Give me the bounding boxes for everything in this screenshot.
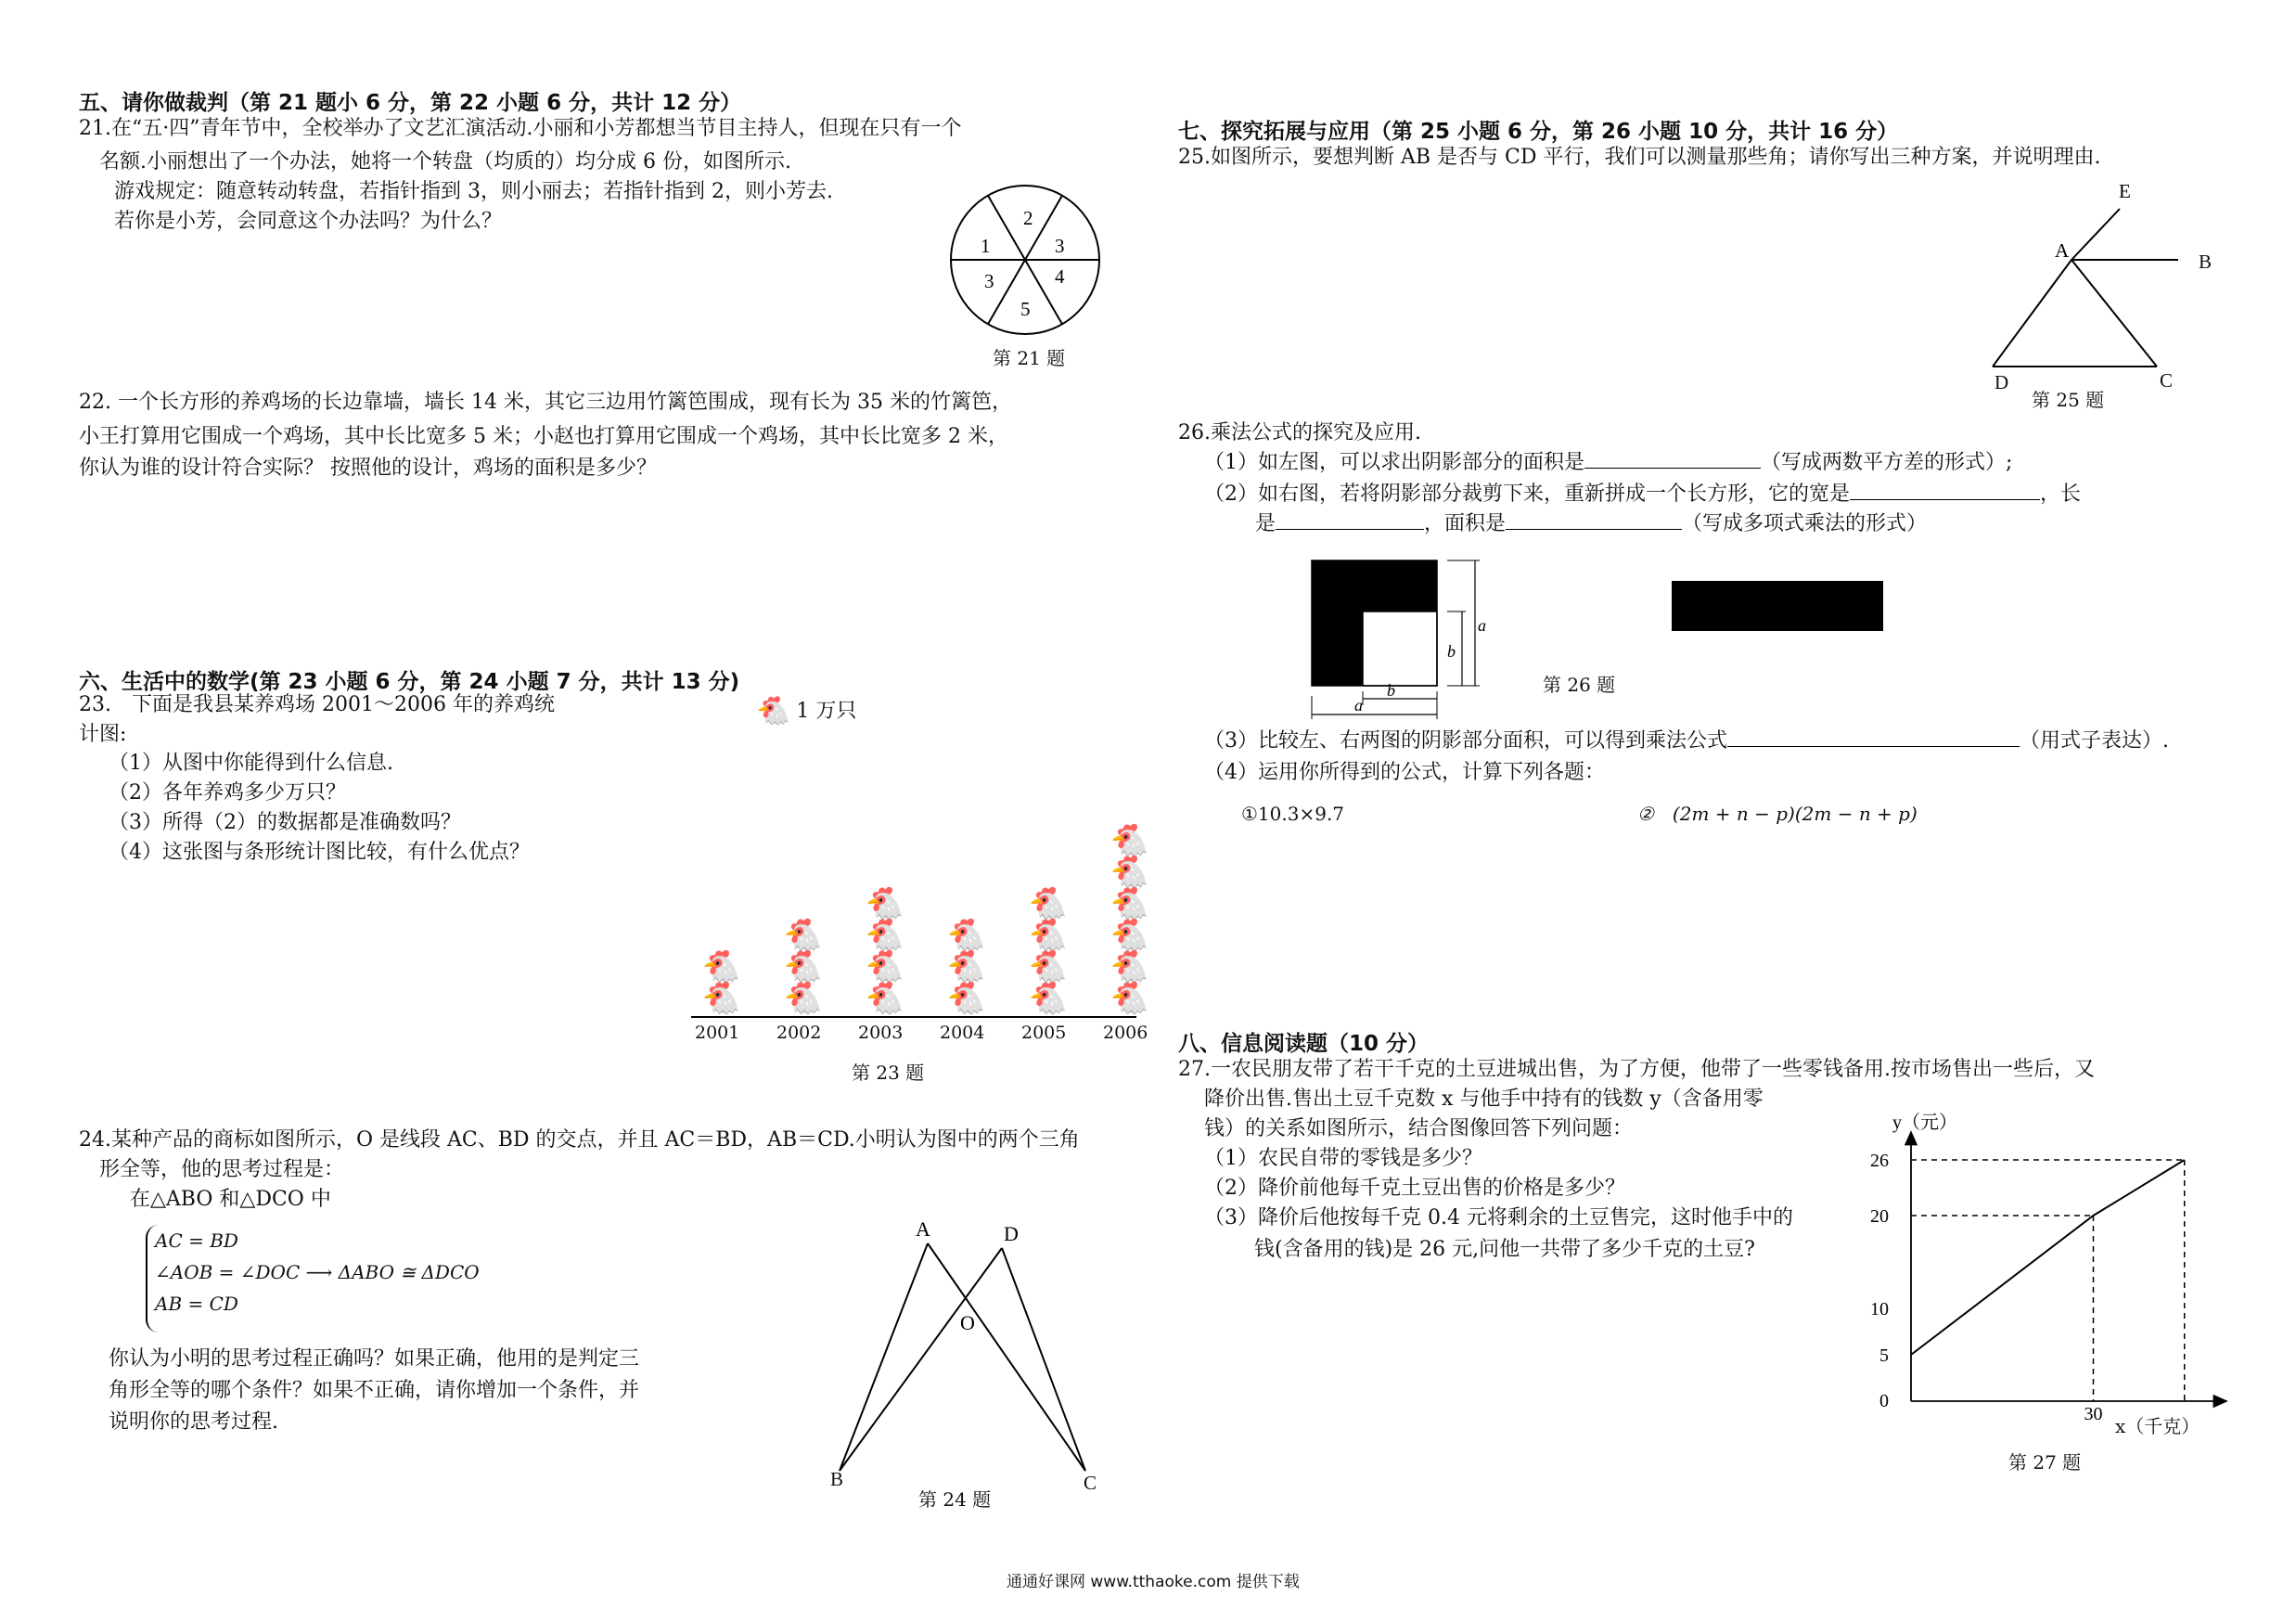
- fig26-caption: 第 26 题: [1543, 674, 1616, 696]
- pictograph: [682, 696, 1164, 1086]
- dimension-label: b: [1387, 681, 1395, 700]
- point-label: A: [916, 1217, 930, 1241]
- graph-line: [1911, 1160, 2185, 1355]
- q23-sub2: （2）各年养鸡多少万只？: [109, 781, 346, 805]
- wheel-number: 3: [1055, 235, 1065, 257]
- x-tick-label: 30: [2084, 1404, 2103, 1424]
- section-5-title: 五、请你做裁判（第 21 题小 6 分，第 22 小题 6 分，共计 12 分）: [79, 91, 742, 115]
- q21-line4: 若你是小芳，会同意这个办法吗？为什么？: [114, 210, 503, 233]
- q26-sub1: （1）如左图，可以求出阴影部分的面积是 （写成两数平方差的形式）;: [1204, 447, 2012, 479]
- q22-line1: 22. 一个长方形的养鸡场的长边靠墙，墙长 14 米，其它三边用竹篱笆围成，现有长为 35 米的竹篱笆，: [79, 391, 1012, 414]
- q26-sub2: （2）如右图，若将阴影部分裁剪下来，重新拼成一个长方形，它的宽是 ，长: [1204, 479, 2081, 510]
- fig23-caption: 第 23 题: [852, 1062, 925, 1084]
- condition-2: ∠AOB = ∠DOC ⟶ ΔABO ≅ ΔDCO: [155, 1261, 480, 1283]
- fig26-left-diagram: [1299, 547, 1447, 724]
- point-label: B: [830, 1468, 844, 1490]
- q27-sub3: （3）降价后他按每千克 0.4 元将剩余的土豆售完，这时他手中的: [1204, 1206, 1793, 1229]
- section-6-title: 六、生活中的数学(第 23 小题 6 分，第 24 小题 7 分，共计 13 分): [79, 670, 740, 694]
- q26-sub3: （3）比较左、右两图的阴影部分面积，可以得到乘法公式 （用式子表达）.: [1204, 726, 2169, 757]
- q21-line2: 名额.小丽想出了一个办法，她将一个转盘（均质的）均分成 6 份，如图所示.: [99, 150, 791, 174]
- q26-sub2-cont: 是 ，面积是 （写成多项式乘法的形式）: [1255, 508, 1927, 540]
- q22-line2: 小王打算用它围成一个鸡场，其中长比宽多 5 米；小赵也打算用它围成一个鸡场，其中长比宽多 2 米，: [79, 425, 1008, 448]
- year-label: 2004: [940, 1023, 985, 1043]
- year-label: 2003: [858, 1023, 904, 1043]
- wheel-number: 5: [1020, 298, 1031, 320]
- q21-line3: 游戏规定：随意转动转盘，若指针指到 3，则小丽去；若指针指到 2，则小芳去.: [114, 180, 833, 203]
- y-tick-label: 26: [1870, 1151, 1889, 1171]
- hen-icon: 🐔: [1028, 917, 1069, 954]
- point-label: C: [1084, 1472, 1097, 1494]
- q23-line1: 23. 下面是我县某养鸡场 2001～2006 年的养鸡统: [79, 693, 555, 716]
- q23-sub3: （3）所得（2）的数据都是准确数吗？: [109, 811, 461, 834]
- q26-line1: 26.乘法公式的探究及应用.: [1178, 421, 1421, 444]
- hen-icon: 🐔: [783, 948, 824, 985]
- hen-icon: 🐔: [1110, 948, 1150, 985]
- year-label: 2006: [1103, 1023, 1148, 1043]
- hen-icon: 🐔: [865, 948, 905, 985]
- fig24-caption: 第 24 题: [918, 1488, 992, 1511]
- pictograph-column: [864, 885, 906, 1017]
- answer-blank[interactable]: [1850, 479, 2040, 500]
- q24-line1: 24.某种产品的商标如图所示，O 是线段 AC、BD 的交点，并且 AC＝BD，AB＝CD.小明认为图中的两个三角: [79, 1128, 1080, 1152]
- q26-sub4: （4）运用你所得到的公式，计算下列各题：: [1204, 761, 1605, 784]
- fig27-caption: 第 27 题: [2008, 1451, 2082, 1474]
- hen-icon: 🐔: [865, 885, 905, 922]
- hen-icon: 🐔: [1028, 948, 1069, 985]
- point-label: D: [1995, 371, 2009, 393]
- year-label: 2005: [1021, 1023, 1067, 1043]
- pictograph-column: [1109, 822, 1151, 1017]
- hen-icon: 🐔: [946, 948, 987, 985]
- fig27-graph: [1855, 1104, 2236, 1424]
- y-tick-label: 20: [1870, 1206, 1889, 1227]
- point-label: A: [2055, 239, 2070, 262]
- answer-blank[interactable]: [1727, 726, 2020, 747]
- answer-blank[interactable]: [1584, 447, 1761, 469]
- wheel-number: 4: [1055, 265, 1065, 288]
- hen-icon: 🐔: [1110, 917, 1150, 954]
- pictograph-column: [1027, 885, 1070, 1017]
- q24-line4: 你认为小明的思考过程正确吗？如果正确，他用的是判定三: [109, 1347, 640, 1371]
- y-tick-label: 10: [1870, 1299, 1889, 1319]
- hen-icon: 🐔: [1028, 885, 1069, 922]
- q27-line1: 27.一农民朋友带了若干千克的土豆进城出售，为了方便，他带了一些零钱备用.按市场售出一些后，又: [1178, 1058, 2095, 1081]
- dimension-label: b: [1447, 642, 1456, 661]
- q24-line6: 说明你的思考过程.: [109, 1410, 278, 1434]
- dimension-label: a: [1478, 616, 1486, 635]
- condition-3: AB = CD: [155, 1293, 238, 1315]
- q24-line5: 角形全等的哪个条件？如果不正确，请你增加一个条件，并: [109, 1379, 640, 1402]
- hen-icon: 🐔: [946, 917, 987, 954]
- point-label: O: [960, 1311, 975, 1334]
- hen-icon: 🐔: [756, 695, 791, 727]
- answer-blank[interactable]: [1506, 508, 1682, 530]
- y-axis-label: y（元）: [1892, 1113, 1957, 1133]
- point-label: C: [2160, 369, 2174, 392]
- pictograph-baseline: [691, 1016, 1136, 1018]
- hen-icon: 🐔: [865, 980, 905, 1017]
- q22-line3: 你认为谁的设计符合实际？ 按照他的设计，鸡场的面积是多少？: [79, 457, 657, 480]
- wheel-number: 3: [984, 270, 994, 292]
- q23-sub1: （1）从图中你能得到什么信息.: [109, 752, 393, 775]
- q27-line3: 钱）的关系如图所示，结合图像回答下列问题：: [1204, 1117, 1634, 1140]
- hen-icon: 🐔: [946, 980, 987, 1017]
- fig25-caption: 第 25 题: [2032, 389, 2105, 411]
- q27-sub1: （1）农民自带的零钱是多少？: [1204, 1147, 1482, 1170]
- y-tick-label: 5: [1879, 1345, 1889, 1366]
- wheel-number: 2: [1023, 207, 1033, 229]
- q27-sub3-cont: 钱(含备用的钱)是 26 元,问他一共带了多少千克的土豆?: [1254, 1238, 1755, 1261]
- fig24-diagram: [821, 1188, 1192, 1466]
- spinner-wheel: [932, 167, 1118, 353]
- fig26-right-rectangle: [1672, 581, 1883, 631]
- answer-blank[interactable]: [1276, 508, 1424, 530]
- section-8-title: 八、信息阅读题（10 分）: [1178, 1032, 1430, 1056]
- q27-sub2: （2）降价前他每千克土豆出售的价格是多少？: [1204, 1177, 1625, 1200]
- hen-icon: 🐔: [1028, 980, 1069, 1017]
- pictograph-column: [782, 917, 825, 1017]
- condition-1: AC = BD: [155, 1229, 238, 1252]
- point-label: D: [1004, 1222, 1019, 1245]
- q26-expr2: ② (2m + n − p)(2m − n + p): [1637, 803, 1918, 825]
- hen-icon: 🐔: [783, 980, 824, 1017]
- x-axis-label: x（千克）: [2115, 1415, 2200, 1437]
- wheel-number: 1: [981, 235, 991, 257]
- point-label: E: [2119, 180, 2131, 202]
- q26-expr1: ①10.3×9.7: [1241, 803, 1345, 825]
- hen-icon: 🐔: [1110, 822, 1150, 859]
- q24-line2: 形全等，他的思考过程是：: [99, 1158, 345, 1181]
- q21-line1: 21.在“五·四”青年节中，全校举办了文艺汇演活动.小丽和小芳都想当节目主持人，但现在只有一个: [79, 117, 962, 140]
- hen-icon: 🐔: [783, 917, 824, 954]
- hen-icon: 🐔: [865, 917, 905, 954]
- fig26-right-dims: [1447, 547, 1503, 705]
- q23-sub4: （4）这张图与条形统计图比较，有什么优点？: [109, 841, 530, 864]
- q23-line2: 计图:: [79, 723, 127, 746]
- hen-icon: 🐔: [701, 948, 742, 985]
- year-label: 2001: [695, 1023, 740, 1043]
- q24-line3: 在△ABO 和△DCO 中: [130, 1188, 331, 1211]
- footer: 通通好课网 www.tthaoke.com 提供下载: [1007, 1573, 1300, 1591]
- legend-label: 1 万只: [796, 700, 857, 723]
- pictograph-column: [945, 917, 988, 1017]
- hen-icon: 🐔: [1110, 885, 1150, 922]
- hen-icon: 🐔: [1110, 854, 1150, 891]
- origin-label: 0: [1879, 1391, 1889, 1411]
- fig21-caption: 第 21 题: [993, 347, 1066, 369]
- dimension-label: a: [1354, 696, 1363, 714]
- point-label: B: [2199, 251, 2213, 273]
- q27-line2: 降价出售.售出土豆千克数 x 与他手中持有的钱数 y（含备用零: [1204, 1088, 1764, 1111]
- year-label: 2002: [776, 1023, 822, 1043]
- section-7-title: 七、探究拓展与应用（第 25 小题 6 分，第 26 小题 10 分，共计 16 分）: [1178, 120, 1899, 144]
- q25-text: 25.如图所示，要想判断 AB 是否与 CD 平行，我们可以测量那些角；请你写出三种方案，并说明理由.: [1178, 146, 2101, 169]
- hen-icon: 🐔: [1110, 980, 1150, 1017]
- fig25-diagram: [1948, 181, 2189, 394]
- hen-icon: 🐔: [701, 980, 742, 1017]
- pictograph-column: [700, 948, 743, 1017]
